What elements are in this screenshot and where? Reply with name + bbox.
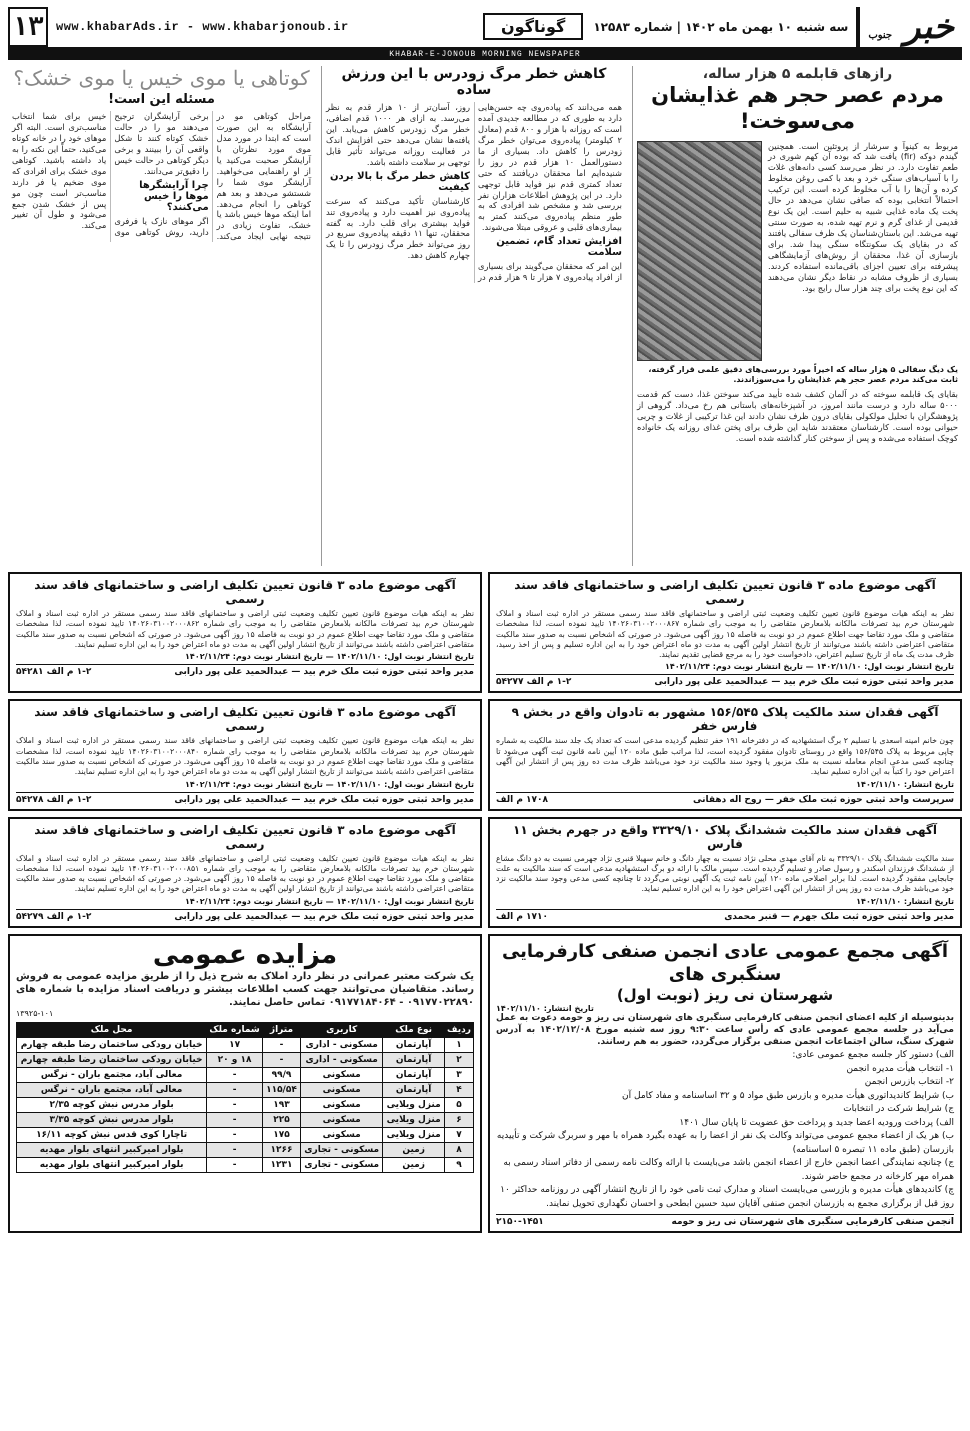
top-stories [8,66,962,566]
notice-dates: تاریخ انتشار نوبت اول: ۱۴۰۲/۱۱/۱۰ — تاریخ انتشار نوبت دوم: ۱۴۰۲/۱۱/۲۴ [185,779,474,789]
table-row [17,1158,474,1173]
notice-dates: تاریخ انتشار: ۱۴۰۲/۱۱/۱۰ [856,896,954,906]
story3-body: مراحل کوتاهی مو در آرایشگاه به این صورت است که ابتدا در مورد مدل موی مورد نظرتان با آرایشگر صحبت می‌کنید یا از او راهنمایی می‌خواهید. آرایشگر موی شما را شستشو می‌دهد و بعد هم کوتاهی را انجام می‌دهد. اما اینکه موها خیس باشد یا خشک، تفاوت زیادی در نتیجه نهایی ایجاد می‌کند. برخی آرایشگران ترجیح می‌دهند مو را در حالت خشک کوتاه کنند تا شکل واقعی آن را ببینند و برخی دیگر کوتاهی در حالت خیس را دقیق‌تر می‌دانند. [114,111,311,242]
notice-dates: تاریخ انتشار: ۱۴۰۲/۱۱/۱۰ [856,779,954,789]
story2-body: همه می‌دانند که پیاده‌روی چه حسن‌هایی دارد به طوری که در مطالعه جدیدی آمده است که روزانه با هزار و ۸۰۰ قدم (معادل ۲ کیلومتر) پیاده‌روی می‌توان خطر مرگ زودرس را کاهش داد. بسیاری از ما دستورالعمل ۱۰ هزار قدم در روز را شنیده‌ایم اما محققان دریافتند که حتی تعداد کمتری قدم نیز فواید قابل توجهی دارد. در این پژوهش اطلاعات هزاران نفر بررسی شد و مشخص شد افرادی که به طور منظم پیاده‌روی می‌کنند کمتر به بیماری‌های قلبی و عروقی مبتلا می‌شوند. [478,102,622,233]
story1-caption: یک دیگ سفالی ۵ هزار ساله که اخیراً مورد بررسی‌های دقیق علمی قرار گرفته، ثابت می‌کند مردم عصر حجر هم غذایشان را می‌سوزاندند. [648,364,958,384]
pot-photo [637,141,762,361]
table-cell: معالی آباد، مجتمع باران - نرگس [17,1068,207,1083]
table-cell: آپارتمان [383,1068,445,1083]
notice-1 [488,572,962,693]
table-cell: - [207,1128,263,1143]
table-cell: - [207,1158,263,1173]
logo-text: خبر [903,6,954,47]
table-cell: مسکونی - اداری [300,1053,382,1068]
table-row [17,1098,474,1113]
table-cell: زمین [383,1158,445,1173]
table-row [17,1068,474,1083]
notice-title: آگهی موضوع ماده ۳ قانون تعیین تکلیف اراضی و ساختمانهای فاقد سند رسمی [514,578,936,606]
table-cell: مسکونی [300,1098,382,1113]
table-cell: مسکونی - تجاری [300,1158,382,1173]
table-cell: ۵ [444,1098,473,1113]
notice-body: نظر به اینکه هیات موضوع قانون تعیین تکلیف وضعیت ثبتی اراضی و ساختمانهای فاقد سند رسمی مستقر در اداره ثبت اسناد و املاک شهرستان خرم بید تصرفات مالکانه بلامعارض متقاضی را به موجب رای شماره ۱۴۰۲۶۰۳۱۰۰۲۰۰۰۸۵۱ تایید نموده است، لذا مشخصات متقاضی و ملک مورد تقاضا جهت اطلاع عموم در دو نوبت به فاصله ۱۵ روز آگهی می‌شود. در صورتی که اشخاص نسبت به صدور سند مالکیت متقاضی اعتراضی داشته باشند می‌توانند از تاریخ انتشار اولین آگهی به مدت دو ماه اعتراض خود را به این اداره تسلیم نمایند. [16,853,474,894]
table-cell: مسکونی [300,1083,382,1098]
col-header: شماره ملک [207,1023,263,1038]
assembly-date: تاریخ انتشار: ۱۴۰۲/۱۱/۱۰ [496,1004,594,1014]
story2-body3: کارشناسان تأکید می‌کنند که سرعت پیاده‌روی نیز اهمیت دارد و پیاده‌روی تند فواید بیشتری برای قلب دارد. به گفته محققان، تنها ۱۱ دقیقه پیاده‌روی سریع در روز می‌تواند خطر مرگ زودرس را تا یک چهارم کاهش دهد. [326,195,470,261]
auction-rows [17,1038,474,1173]
col-header: نوع ملک [383,1023,445,1038]
notice-code: ۱-۲ م الف ۵۴۲۷۸ [16,794,92,805]
agenda-item: ۱- انتخاب هیأت مدیره انجمن [846,1063,954,1074]
table-cell: مسکونی [300,1113,382,1128]
agenda-item: ج) شرایط شرکت در انتخابات [843,1104,954,1115]
story2-title: کاهش خطر مرگ زودرس با این ورزش ساده [341,66,607,98]
page-number: ۱۳ [8,7,48,47]
table-row [17,1143,474,1158]
notice-title: آگهی موضوع ماده ۳ قانون تعیین تکلیف اراضی و ساختمانهای فاقد سند رسمی [34,578,456,606]
notice-body: نظر به اینکه هیات موضوع قانون تعیین تکلیف وضعیت ثبتی اراضی و ساختمانهای فاقد سند رسمی مستقر در اداره ثبت اسناد و املاک شهرستان خرم بید تصرفات مالکانه بلامعارض متقاضی را به موجب رای شماره ۱۴۰۲۶۰۳۱۰۰۲۰۰۰۸۴۰ تایید نموده است، لذا مشخصات متقاضی و ملک مورد تقاضا جهت اطلاع عموم در دو نوبت به فاصله ۱۵ روز آگهی می‌شود. در صورتی که اشخاص نسبت به صدور سند مالکیت متقاضی اعتراضی داشته باشند می‌توانند از تاریخ انتشار اولین آگهی به مدت دو ماه اعتراض خود را به این اداره تسلیم نمایند. [16,736,474,777]
notice-title: آگهی موضوع ماده ۳ قانون تعیین تکلیف اراضی و ساختمانهای فاقد سند رسمی [34,705,456,734]
story1-kicker: رازهای قابلمه ۵ هزار ساله، [702,66,893,82]
story1-body2: بقایای یک قابلمه سوخته که در آلمان کشف شده تأیید می‌کند سوختن غذا، دست کم قدمت ۵۰۰۰ ساله دارد و درست مانند امروز، در آشپزخانه‌های باستانی هم رخ می‌داد. گروهی از پژوهشگران با تحلیل مولکولی بقایای درون ظرف نشان دادند این غذا ترکیبی از غلات و چربی حیوانی بوده است. کارشناسان معتقدند شاید این ظرف برای پختن غذای روزانه یک خانواده کوچک استفاده می‌شده و پس از سوختن کنار گذاشته شده است. [637,389,958,444]
story3-body2: اگر موهای نازک یا فرفری دارید، روش کوتاهی موی خیس برای شما انتخاب مناسب‌تری است. البته اگر موهای خود را در خانه کوتاه می‌کنید، حتماً این نکته را به یاد داشته باشید. کوتاهی موی خشک برای افرادی که موی ضخیم یا فر دارند مناسب‌تر است چون مو پس از خشک شدن جمع می‌شود و طول آن تغییر می‌کند. [12,111,209,237]
table-cell: زمین [383,1143,445,1158]
table-cell: آپارتمان [383,1038,445,1053]
story3-title: کوتاهی یا موی خیس یا موی خشک؟ [13,66,310,90]
notice-4 [8,699,482,810]
story1-headline: مردم عصر حجر هم غذایشان می‌سوخت! [651,83,944,134]
auction-table [16,1022,474,1173]
masthead [8,6,962,50]
notice-signer: مدیر واحد ثبتی حوزه ثبت ملک خرم بید — عبدالحمید علی پور دارابی [174,911,474,922]
table-cell: ۱۷۵ [262,1128,300,1143]
story2-subhead2: کاهش خطر مرگ با بالا بردن کیفیت [330,170,470,193]
notice-6 [8,817,482,928]
table-row [17,1113,474,1128]
notice-code: ۱-۲ م الف ۵۴۲۷۹ [16,911,92,922]
col-header: کاربری [300,1023,382,1038]
table-cell: ۲۲۵ [262,1113,300,1128]
table-cell: بلوار مدرس نبش کوچه ۳/۳۵ [17,1113,207,1128]
notice-title: آگهی فقدان سند مالکیت پلاک ۱۵۶/۵۴۵ مشهور به تادوان واقع در بخش ۹ فارس خفر [511,705,939,734]
table-cell: منزل ویلایی [383,1098,445,1113]
table-row [17,1128,474,1143]
table-cell: خیابان رودکی ساختمان رضا طبقه چهارم [17,1038,207,1053]
agenda-item: چ) کاندیدهای هیأت مدیره و بازرسی می‌بایست اسناد و مدارک ثبت نامی خود را از تاریخ انتشار آگهی در روزنامه حداکثر ۱۰ روز قبل از برگزاری مجمع به بازرسان انجمن صنفی آقایان سید حسین ابطحی و احسان نگهداری تحویل نمایند. [500,1185,954,1209]
notice-code: ۱-۲ م الف ۵۴۲۷۷ [496,677,572,688]
table-cell: بلوار امیرکبیر انتهای بلوار مهدیه [17,1143,207,1158]
table-cell: - [207,1083,263,1098]
agenda-item: الف) پرداخت ورودیه اعضا جدید و پرداخت حق عضویت تا پایان سال ۱۴۰۱ [679,1117,954,1128]
story2-subhead1: افزایش تعداد گام، تضمین سلامت [496,236,622,259]
section-label: گوناگون [483,13,583,40]
story-haircut [8,66,315,566]
table-cell: ۷ [444,1128,473,1143]
assembly-footer: انجمن صنفی کارفرمایی سنگبری های شهرستان نی ریز و حومه [671,1217,954,1228]
notice-signer: مدیر واحد ثبتی حوزه ثبت ملک خرم بید — عبدالحمید علی پور دارابی [654,677,954,688]
table-cell: آپارتمان [383,1083,445,1098]
dateline: سه شنبه ۱۰ بهمن ماه ۱۴۰۲ | شماره ۱۲۵۸۳ [593,19,849,34]
logo-sub: جنوب [868,29,893,41]
notice-body: نظر به اینکه هیات موضوع قانون تعیین تکلیف وضعیت ثبتی اراضی و ساختمانهای فاقد سند رسمی مستقر در اداره ثبت اسناد و املاک شهرستان خرم بید تصرفات مالکانه بلامعارض متقاضی را به موجب رای شماره ۱۴۰۲۶۰۳۱۰۰۲۰۰۰۸۶۷ تایید نموده است، لذا مشخصات متقاضی و ملک مورد تقاضا جهت اطلاع عموم در دو نوبت به فاصله ۱۵ روز آگهی می‌شود. در صورتی که اشخاص نسبت به صدور سند مالکیت متقاضی اعتراضی داشته باشند می‌توانند از تاریخ انتشار اولین آگهی به مدت دو ماه اعتراض خود را به این اداره تسلیم و پس از اخذ رسید، ظرف مدت یک ماه از تاریخ تسلیم اعتراض، دادخواست خود را به مرجع قضایی تقدیم نمایند. [496,609,954,660]
notice-signer: مدیر واحد ثبتی حوزه ثبت ملک جهرم — قنبر محمدی [724,911,954,922]
story2-body2: این امر که محققان می‌گویند برای بسیاری از افراد پیاده‌روی ۷ هزار تا ۹ هزار قدم در روز، آسان‌تر از ۱۰ هزار قدم به نظر می‌رسد. به ازای هر ۱۰۰۰ قدم اضافی، خطر مرگ زودرس کاهش می‌یابد. این یافته‌ها نشان می‌دهد حتی افزایش اندک در فعالیت روزانه می‌تواند تأثیر قابل توجهی بر سلامت داشته باشد. [326,102,622,283]
table-row [17,1083,474,1098]
table-cell: بلوار مدرس نبش کوچه ۲/۳۵ [17,1098,207,1113]
newspaper-logo [856,7,962,47]
story-stone-age-pot [632,66,962,566]
auction-intro: یک شرکت معتبر عمرانی در نظر دارد املاک به شرح ذیل را از طریق مزایده عمومی به فروش رساند. متقاضیان می‌توانند جهت کسب اطلاعات بیشتر و دریافت اسناد مزایده با شماره های ۰۹۱۷۷۰۲۲۸۹۰ - ۰۹۱۷۷۱۸۴۰۶۴ تماس حاصل نمایند. [16,970,474,1009]
agenda-item: ۲- انتخاب بازرس انجمن [864,1077,954,1088]
table-cell: ۳ [444,1068,473,1083]
table-cell: منزل ویلایی [383,1113,445,1128]
notice-3 [488,699,962,810]
notice-code: ۱-۲ م الف ۵۴۲۸۱ [16,667,92,678]
table-cell: ۲ [444,1053,473,1068]
auction-header-row [17,1023,474,1038]
table-cell: ۱۷ [207,1038,263,1053]
table-cell: ۶ [444,1113,473,1128]
notice-signer: مدیر واحد ثبتی حوزه ثبت ملک خرم بید — عبدالحمید علی پور دارابی [174,794,474,805]
story3-subhead: مسئله این است! [108,92,215,107]
col-header: متراژ [262,1023,300,1038]
assembly-code: ۲۱۵۰-۱۴۵۱ [496,1217,544,1228]
notice-5 [488,817,962,928]
notice-body: نظر به اینکه هیات موضوع قانون تعیین تکلیف وضعیت ثبتی اراضی و ساختمانهای فاقد سند رسمی مستقر در اداره ثبت اسناد و املاک شهرستان خرم بید تصرفات مالکانه بلامعارض متقاضی را به موجب رای شماره ۱۴۰۲۶۰۳۱۰۰۲۰۰۰۸۶۲ تایید نموده است، لذا مشخصات متقاضی و ملک مورد تقاضا جهت اطلاع عموم در دو نوبت به فاصله ۱۵ روز آگهی می‌شود. در صورتی که اشخاص نسبت به صدور سند مالکیت متقاضی اعتراضی داشته باشند می‌توانند از تاریخ انتشار اولین آگهی به مدت دو ماه اعتراض خود را به این اداره تسلیم نمایند. [16,609,474,649]
notice-title: آگهی فقدان سند مالکیت ششدانگ پلاک ۳۳۲۹/۱۰ واقع در جهرم بخش ۱۱ فارس [513,822,937,851]
table-cell: ۱۲۶۶ [262,1143,300,1158]
auction-title: مزایده عمومی [152,939,338,970]
table-cell: آپارتمان [383,1053,445,1068]
english-band: KHABAR-E-JONOUB MORNING NEWSPAPER [8,50,962,60]
table-cell: - [207,1113,263,1128]
assembly-title: آگهی مجمع عمومی عادی انجمن صنفی کارفرمایی سنگبری های [501,940,949,986]
table-cell: تاچارا کوی قدس نبش کوچه ۱۶/۱۱ [17,1128,207,1143]
assembly-intro: بدینوسیله از کلیه اعضای انجمن صنفی کارفرمایی سنگبری های شهرستان نی ریز و حومه دعوت به عمل می‌آید در جلسه مجمع عمومی عادی که رأس ساعت ۹:۳۰ روز سه شنبه مورخ ۱۴۰۲/۱۲/۰۸ به آدرس شهرک سنگ، سالن اجتماعات انجمن صنفی برگزار می‌گردد، حضور به هم رسانند. [496,1013,954,1048]
table-cell: - [262,1038,300,1053]
agenda-item: الف) دستور کار جلسه مجمع عمومی عادی: [792,1050,954,1061]
table-cell: مسکونی [300,1128,382,1143]
notice-signer: سرپرست واحد ثبتی حوزه ثبت ملک خفر — روح اله دهقانی [693,794,954,805]
assembly-agenda [496,1049,954,1211]
table-cell: - [207,1098,263,1113]
agenda-item: ب) هر یک از اعضاء مجمع عمومی می‌تواند وکالت یک نفر از اعضا را به عهده بگیرد همراه با مهر و سربرگ شرکت و تأییدیه بازرسان (طبق ماده ۱۱ تبصره ۵ اساسنامه) [496,1131,954,1155]
col-header: محل ملک [17,1023,207,1038]
agenda-item: ب) شرایط کاندیداتوری هیأت مدیره و بازرس طبق مواد ۵ و ۳۲ اساسنامه و مفاد کامل آن [622,1090,954,1101]
notice-dates: تاریخ انتشار نوبت اول: ۱۴۰۲/۱۱/۱۰ — تاریخ انتشار نوبت دوم: ۱۴۰۲/۱۱/۲۴ [665,662,954,672]
table-cell: ۱۸ و ۲۰ [207,1053,263,1068]
notice-title: آگهی موضوع ماده ۳ قانون تعیین تکلیف اراضی و ساختمانهای فاقد سند رسمی [34,822,456,851]
table-cell: ۱۲۳۱ [262,1158,300,1173]
table-cell: مسکونی [300,1068,382,1083]
table-cell: ۸ [444,1143,473,1158]
table-row [17,1038,474,1053]
table-cell: ۱ [444,1038,473,1053]
table-cell: ۴ [444,1083,473,1098]
legal-notices [8,572,962,928]
table-cell: - [207,1143,263,1158]
auction-code: ۱۳۹۲۵-۱۰۱ [16,1009,54,1019]
table-cell: ۹۹/۹ [262,1068,300,1083]
table-row [17,1053,474,1068]
table-cell: ۱۹۳ [262,1098,300,1113]
notice-body: چون خانم امینه اسعدی با تسلیم ۲ برگ استشهادیه که در دفترخانه ۱۹۱ خفر تنظیم گردیده مدعی است که تعداد یک جلد سند مالکیت به شماره چاپی مربوط به پلاک ۱۵۶/۵۴۵ واقع در روستای تادوان مفقود گردیده است، لذا مراتب طبق ماده ۱۲۰ آیین نامه قانون ثبت آگهی می‌شود تا چنانچه کسی مدعی انجام معامله نسبت به ملک مزبور یا وجود سند مالکیت نزد خود می‌باشد ظرف مدت ده روز پس از انتشار این آگهی اعتراض خود را کتباً به این اداره تسلیم نماید. [496,736,955,777]
col-header: ردیف [444,1023,473,1038]
notice-dates: تاریخ انتشار نوبت اول: ۱۴۰۲/۱۱/۱۰ — تاریخ انتشار نوبت دوم: ۱۴۰۲/۱۱/۲۴ [185,652,474,662]
table-cell: مسکونی - تجاری [300,1143,382,1158]
story1-body: مربوط به کینوآ و سرشار از پروتئین است. همچنین گیندم دوکه (fir) یافت شد که بوده آن کهم شوری در طعم تفاوت دارد. در نظر می‌رسد کسی دانه‌های غلات را با آسیاب‌های سنگی خرد و بعد با کمی روغن مخلوط کرده و آن‌ها را با آب مخلوط کرده است. این ترکیب احتمالاً انتخابی بوده که صافی نشان می‌دهد در حال پخت یک ماده غذایی شبیه به حلیم است. این یک نوع قدیمی از غذای گرم و نرم تهیه شده، به صورت سنتی تهیه می‌شد. این باستان‌شناسان یک ظرف سفالی یافتند که در بقایای یک سکونتگاه سنگی پیدا شد. برای بازسازی آن غذا، محققان از روش‌های آزمایشگاهی پیشرفته برای تعیین اجزای باقی‌مانده استفاده کردند. بسیاری از ظروف مشابه در نقاط دیگر نشان می‌دهند که این نوع پخت برای چند هزار سال رایج بود. [768,140,959,293]
table-cell: معالی آباد، مجتمع باران - نرگس [17,1083,207,1098]
notice-dates: تاریخ انتشار نوبت اول: ۱۴۰۲/۱۱/۱۰ — تاریخ انتشار نوبت دوم: ۱۴۰۲/۱۱/۲۴ [185,896,474,906]
table-cell: - [262,1053,300,1068]
table-cell: ۱۱۵/۵۴ [262,1083,300,1098]
notice-2 [8,572,482,693]
table-cell: بلوار امیرکبیر انتهای بلوار مهدیه [17,1158,207,1173]
assembly-title2: شهرستان نی ریز (نوبت اول) [616,986,834,1005]
table-cell: مسکونی - اداری [300,1038,382,1053]
table-cell: - [207,1068,263,1083]
website-urls[interactable]: www.khabarAds.ir - www.khabarjonoub.ir [56,19,349,34]
notice-code: ۱۷۱۰ م الف [496,911,549,922]
table-cell: ۹ [444,1158,473,1173]
notice-signer: مدیر واحد ثبتی حوزه ثبت ملک خرم بید — عبدالحمید علی پور دارابی [174,667,474,678]
assembly-notice [488,934,962,1233]
story3-subhead2: چرا آرایشگرها موها را خیس می‌کنند؟ [139,179,209,213]
table-cell: منزل ویلایی [383,1128,445,1143]
table-cell: خیابان رودکی ساختمان رضا طبقه چهارم [17,1053,207,1068]
auction-notice [8,934,482,1233]
agenda-item: ج) چنانچه نمایندگی اعضا انجمن خارج از اعضاء انجمن باشد می‌بایست با ارائه وکالت نامه رسمی از دفاتر اسناد رسمی به همراه مهر کارخانه در مجمع حاضر شوند. [503,1158,954,1182]
story-walking [321,66,626,566]
bottom-section [8,934,962,1233]
notice-code: ۱۷۰۸ م الف [496,794,549,805]
notice-body: سند مالکیت ششدانگ پلاک ۳۳۲۹/۱۰ به نام آقای مهدی محلی نژاد نسبت به چهار دانگ و خانم سهیلا قنبری نژاد جهرمی نسبت به دو دانگ مشاع از ششدانگ فرزندان اسکندر و رسول صادر و تسلیم گردیده است. سپس مالک با ارائه دو برگ استشهادیه مدعی است که سند مالکیت به علت جابجایی مفقود گردیده است. لذا برابر اصلاحی ماده ۱۲۰ آیین نامه ثبت یک آگهی نوبتی می‌گردد تا چنانچه کسی مدعی وجود سند مالکیت نزد خود می‌باشد ظرف مدت ده روز پس از انتشار این آگهی اعتراض خود را به این اداره تسلیم نماید. [496,853,954,894]
